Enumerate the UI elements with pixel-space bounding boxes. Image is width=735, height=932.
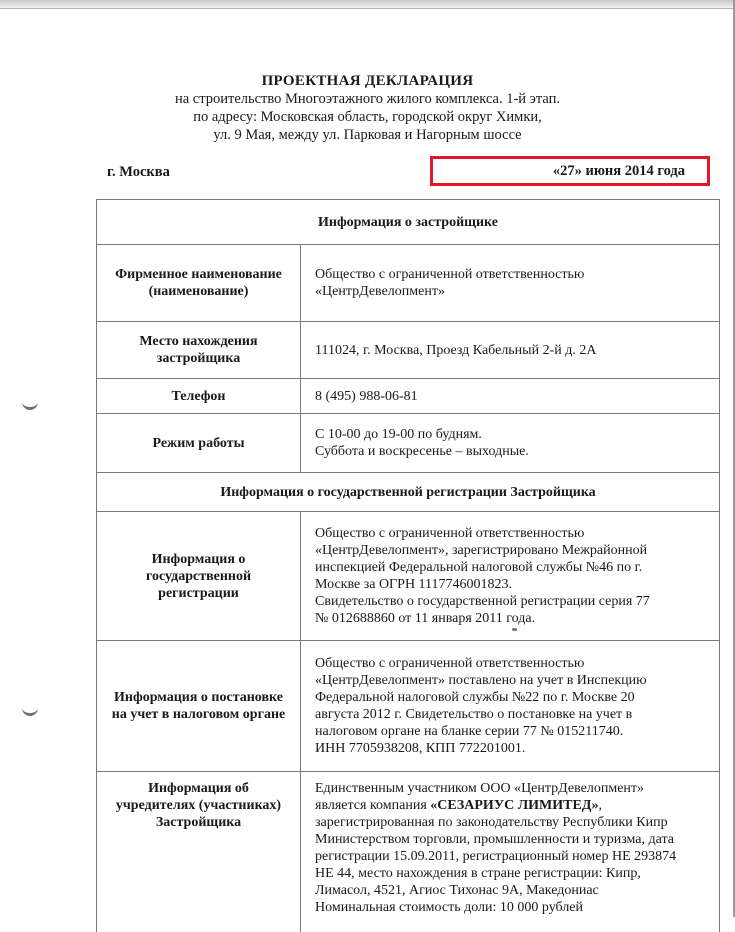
row-label: Информация о государственной регистрации bbox=[97, 512, 301, 640]
row-value bbox=[301, 641, 719, 771]
row-value bbox=[301, 512, 719, 640]
value-text: , bbox=[598, 798, 602, 813]
value-text: является компания bbox=[315, 798, 431, 813]
row-value bbox=[301, 379, 719, 413]
value-line: Свидетельство о государственной регистрации серия 77 bbox=[315, 594, 650, 609]
header-line-1: на строительство Многоэтажного жилого комплекса. 1-й этап. bbox=[174, 91, 561, 107]
row-label: Место нахождения застройщика bbox=[97, 322, 301, 378]
header-line-2: по адресу: Московская область, городской округ Химки, bbox=[193, 109, 542, 125]
value-line: С 10-00 до 19-00 по будням. bbox=[315, 427, 482, 442]
value-line: 111024, г. Москва, Проезд Кабельный 2-й д. 2А bbox=[315, 342, 597, 358]
section-title: Информация о государственной регистрации Застройщика bbox=[220, 484, 596, 500]
section-header-registration bbox=[97, 473, 719, 512]
value-line: регистрации 15.09.2011, регистрационный номер НЕ 293874 bbox=[315, 849, 677, 864]
value-line: Единственным участником ООО «ЦентрДевелопмент» bbox=[315, 781, 645, 796]
value-line: Лимасол, 4521, Агиос Тихонас 9А, Македониас bbox=[315, 883, 599, 898]
header-line-3: ул. 9 Мая, между ул. Парковая и Нагорным шоссе bbox=[213, 127, 522, 143]
value-line: Общество с ограниченной ответственностью bbox=[315, 267, 585, 282]
scan-speck bbox=[512, 628, 517, 631]
value-line: Москве за ОГРН 1117746001823. bbox=[315, 577, 513, 592]
row-label: Информация о постановке на учет в налоговом органе bbox=[97, 641, 301, 771]
row-value bbox=[301, 245, 719, 321]
table-row bbox=[97, 512, 719, 641]
value-line: Министерством торговли, промышленности и туризма, дата bbox=[315, 832, 674, 847]
value-line: «ЦентрДевелопмент» поставлено на учет в Инспекцию bbox=[315, 673, 647, 688]
document-title: ПРОЕКТНАЯ ДЕКЛАРАЦИЯ bbox=[261, 73, 474, 89]
value-line: «ЦентрДевелопмент» bbox=[315, 284, 445, 299]
value-line: 8 (495) 988-06-81 bbox=[315, 388, 418, 404]
punch-hole-mark bbox=[22, 706, 38, 716]
value-line: НЕ 44, место нахождения в стране регистрации: Кипр, bbox=[315, 866, 641, 881]
table-row bbox=[97, 772, 719, 932]
row-label: Фирменное наименование (наименование) bbox=[97, 245, 301, 321]
date-highlight-box bbox=[430, 156, 710, 186]
table-row bbox=[97, 414, 719, 473]
value-line: Номинальная стоимость доли: 10 000 рублей bbox=[315, 900, 584, 915]
table-row bbox=[97, 322, 719, 379]
table-row bbox=[97, 379, 719, 414]
document-header bbox=[0, 72, 735, 144]
value-line: Общество с ограниченной ответственностью bbox=[315, 656, 585, 671]
row-value bbox=[301, 414, 719, 472]
table-row bbox=[97, 641, 719, 772]
row-value bbox=[301, 322, 719, 378]
value-line: Общество с ограниченной ответственностью bbox=[315, 526, 585, 541]
row-label: Режим работы bbox=[97, 414, 301, 472]
table-row bbox=[97, 245, 719, 322]
value-line: зарегистрированная по законодательству Республики Кипр bbox=[315, 815, 668, 830]
value-line: налоговом органе на бланке серии 77 № 015211740. bbox=[315, 724, 624, 739]
section-header-developer bbox=[97, 200, 719, 245]
punch-hole-mark bbox=[22, 400, 38, 410]
value-line: инспекцией Федеральной налоговой службы №46 по г. bbox=[315, 560, 643, 575]
declaration-table bbox=[96, 199, 720, 932]
row-label: Информация об учредителях (участниках) Застройщика bbox=[97, 772, 301, 932]
section-title: Информация о застройщике bbox=[318, 214, 498, 230]
value-line: Суббота и воскресенье – выходные. bbox=[315, 444, 529, 459]
document-date: «27» июня 2014 года bbox=[552, 163, 685, 179]
value-line: Федеральной налоговой службы №22 по г. Москве 20 bbox=[315, 690, 635, 705]
window-top-bar bbox=[0, 0, 735, 9]
value-line: № 012688860 от 11 января 2011 года. bbox=[315, 611, 536, 626]
company-name: «СЕЗАРИУС ЛИМИТЕД» bbox=[430, 798, 599, 813]
value-line: августа 2012 г. Свидетельство о постановке на учет в bbox=[315, 707, 633, 722]
row-value bbox=[301, 772, 719, 922]
row-label: Телефон bbox=[97, 379, 301, 413]
value-line: «ЦентрДевелопмент», зарегистрировано Межрайонной bbox=[315, 543, 648, 558]
city-label: г. Москва bbox=[107, 164, 170, 180]
value-line: ИНН 7705938208, КПП 772201001. bbox=[315, 741, 526, 756]
value-line bbox=[315, 797, 707, 814]
